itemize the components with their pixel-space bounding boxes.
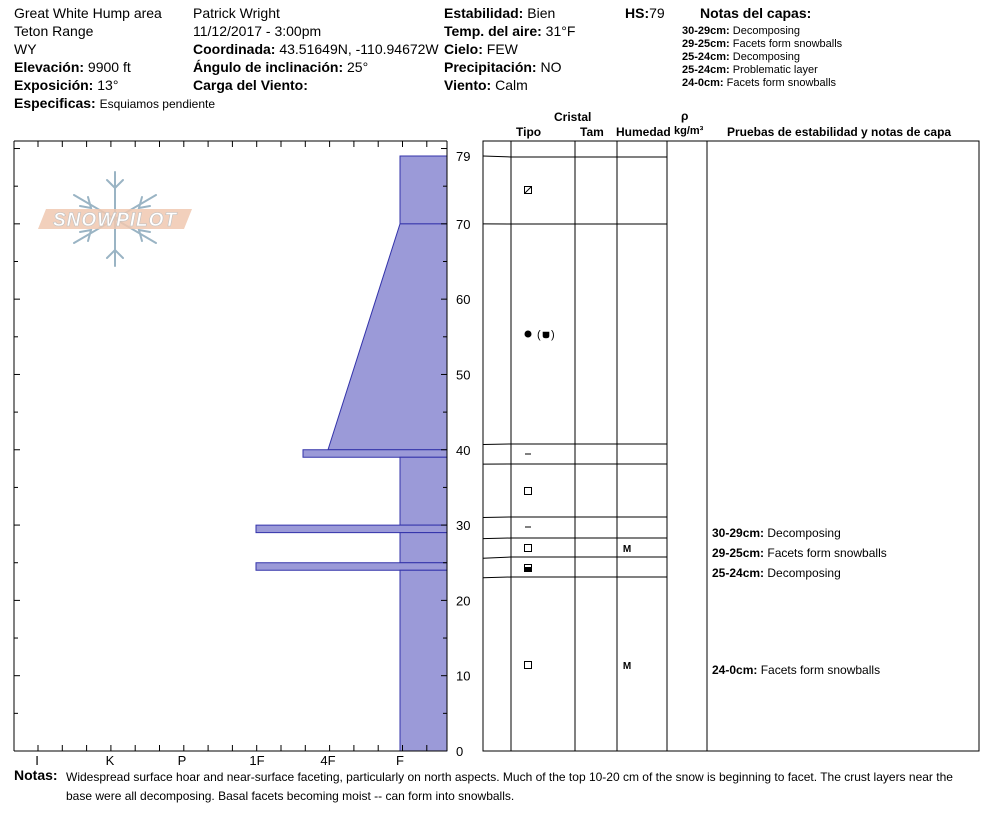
- location-name: Great White Hump area: [14, 5, 162, 21]
- layer-boundary-line: [483, 517, 667, 518]
- hardness-tick-label: F: [396, 753, 404, 768]
- coordinate-label: Coordinada:: [193, 41, 276, 57]
- crystal-header: Cristal: [554, 110, 592, 124]
- type-header: Tipo: [516, 125, 542, 139]
- depth-tick-label: 20: [456, 593, 471, 609]
- hardness-layer: [400, 570, 447, 751]
- hardness-layer: [328, 224, 447, 450]
- profile-layer-notes: [712, 526, 887, 677]
- density-unit-header: kg/m³: [674, 125, 704, 137]
- moisture-mark: M: [622, 661, 632, 672]
- layer-note-range: 30-29cm:: [682, 25, 730, 37]
- precip-value: NO: [540, 59, 562, 75]
- specifics-label: Especificas:: [14, 95, 96, 111]
- air-temp-label: Temp. del aire:: [444, 23, 542, 39]
- hardness-layer: [400, 533, 447, 563]
- profile-note: [712, 526, 841, 540]
- hardness-layer: [256, 563, 447, 571]
- table-border: [483, 141, 979, 751]
- wind-load-label: Carga del Viento:: [193, 77, 308, 93]
- open-square-symbol: [525, 662, 532, 669]
- svg-text:SNOWPILOT: SNOWPILOT: [52, 210, 178, 231]
- hs-value: 79: [649, 5, 665, 21]
- observation-datetime: 11/12/2017 - 3:00pm: [193, 23, 322, 39]
- profile-note-text: Facets form snowballs: [764, 546, 887, 560]
- layer-note-range: 25-24cm:: [682, 51, 730, 63]
- profile-note-range: 30-29cm:: [712, 526, 765, 540]
- profile-note-text: Decomposing: [764, 566, 841, 580]
- layer-note-text: Problematic layer: [729, 64, 818, 76]
- layer-note-text: Facets form snowballs: [729, 38, 843, 50]
- notes-text: Widespread surface hoar and near-surface faceting, particularly on north aspects. Much of the top 10-20 cm of the snow is beginning to facet. The crust layers near the base were all decomposing. Basal facets becoming moist -- can form into snowballs.: [66, 770, 953, 803]
- hardness-tick-label: I: [35, 753, 39, 768]
- slope-label: Ángulo de inclinación:: [193, 59, 344, 75]
- coordinate-value: 43.51649N, -110.94672W: [279, 41, 439, 57]
- layer-note-text: Decomposing: [729, 51, 801, 63]
- depth-tick-label: 79: [456, 149, 471, 165]
- sky-value: FEW: [486, 41, 518, 57]
- hardness-tick-label: 1F: [249, 753, 265, 768]
- profile-note-range: 25-24cm:: [712, 566, 765, 580]
- open-square-symbol: [525, 488, 532, 495]
- open-square-symbol: [525, 545, 532, 552]
- aspect-label: Exposición:: [14, 77, 94, 93]
- layer-note-range: 29-25cm:: [682, 38, 730, 50]
- half-filled-square-fill: [525, 567, 532, 572]
- layer-note-text: Decomposing: [729, 25, 801, 37]
- hardness-layer: [400, 156, 447, 224]
- profile-note-text: Decomposing: [764, 526, 841, 540]
- crystal-symbols: [525, 187, 632, 673]
- range-name: Teton Range: [14, 23, 94, 39]
- hs-label: HS:: [625, 5, 650, 21]
- layer-note-range: 25-24cm:: [682, 64, 730, 76]
- paren-open: (: [537, 329, 541, 341]
- hardness-profile: [256, 156, 447, 751]
- notes-label: Notas:: [14, 767, 58, 783]
- depth-tick-label: 70: [456, 216, 471, 232]
- layer-note-text: Facets form snowballs: [723, 77, 837, 89]
- hardness-layer: [303, 450, 447, 458]
- air-temp-value: 31°F: [545, 23, 576, 39]
- depth-tick-label: 40: [456, 442, 471, 458]
- profile-note: [712, 546, 887, 560]
- elevation-label: Elevación:: [14, 59, 85, 75]
- depth-tick-label: 30: [456, 518, 471, 534]
- slope-value: 25°: [347, 59, 369, 75]
- sky-label: Cielo:: [444, 41, 483, 57]
- stability-label: Estabilidad:: [444, 5, 524, 21]
- depth-tick-label: 50: [456, 367, 471, 383]
- profile-note: [712, 663, 880, 677]
- wind-label: Viento:: [444, 77, 492, 93]
- moisture-mark: M: [622, 544, 632, 555]
- paren-close: ): [551, 329, 555, 341]
- hardness-layer: [400, 457, 447, 525]
- moisture-header: Humedad: [616, 125, 671, 139]
- specifics-value: Esquiamos pendiente: [99, 97, 216, 111]
- wind-value: Calm: [495, 77, 528, 93]
- elevation-value: 9900 ft: [87, 59, 131, 75]
- size-header: Tam: [580, 125, 604, 139]
- hardness-tick-label: 4F: [320, 753, 336, 768]
- round-grain-symbol: [525, 331, 532, 338]
- depth-axis-labels: [456, 149, 470, 759]
- stratigraphy-table: [483, 141, 979, 751]
- observer-name: Patrick Wright: [193, 5, 280, 21]
- layer-note-range: 24-0cm:: [682, 77, 724, 89]
- hardness-axis-labels: [35, 753, 404, 768]
- cup-crystal-symbol: [543, 332, 549, 338]
- profile-note-range: 24-0cm:: [712, 663, 758, 677]
- depth-tick-label: 0: [456, 744, 464, 759]
- aspect-value: 13°: [97, 77, 119, 93]
- state-name: WY: [14, 41, 37, 57]
- layer-notes-title: Notas del capas:: [700, 5, 812, 21]
- hardness-layer: [256, 525, 447, 533]
- profile-note-text: Facets form snowballs: [757, 663, 881, 677]
- depth-tick-label: 60: [456, 292, 471, 308]
- profile-note-range: 29-25cm:: [712, 546, 765, 560]
- stability-value: Bien: [527, 5, 556, 21]
- snowpilot-logo: [38, 172, 192, 266]
- rho-header: ρ: [681, 109, 689, 123]
- hardness-tick-label: P: [177, 753, 187, 768]
- profile-note: [712, 566, 841, 580]
- depth-tick-label: 10: [456, 668, 471, 684]
- precip-label: Precipitación:: [444, 59, 537, 75]
- hardness-tick-label: K: [105, 753, 115, 768]
- tests-header: Pruebas de estabilidad y notas de capa: [727, 125, 952, 139]
